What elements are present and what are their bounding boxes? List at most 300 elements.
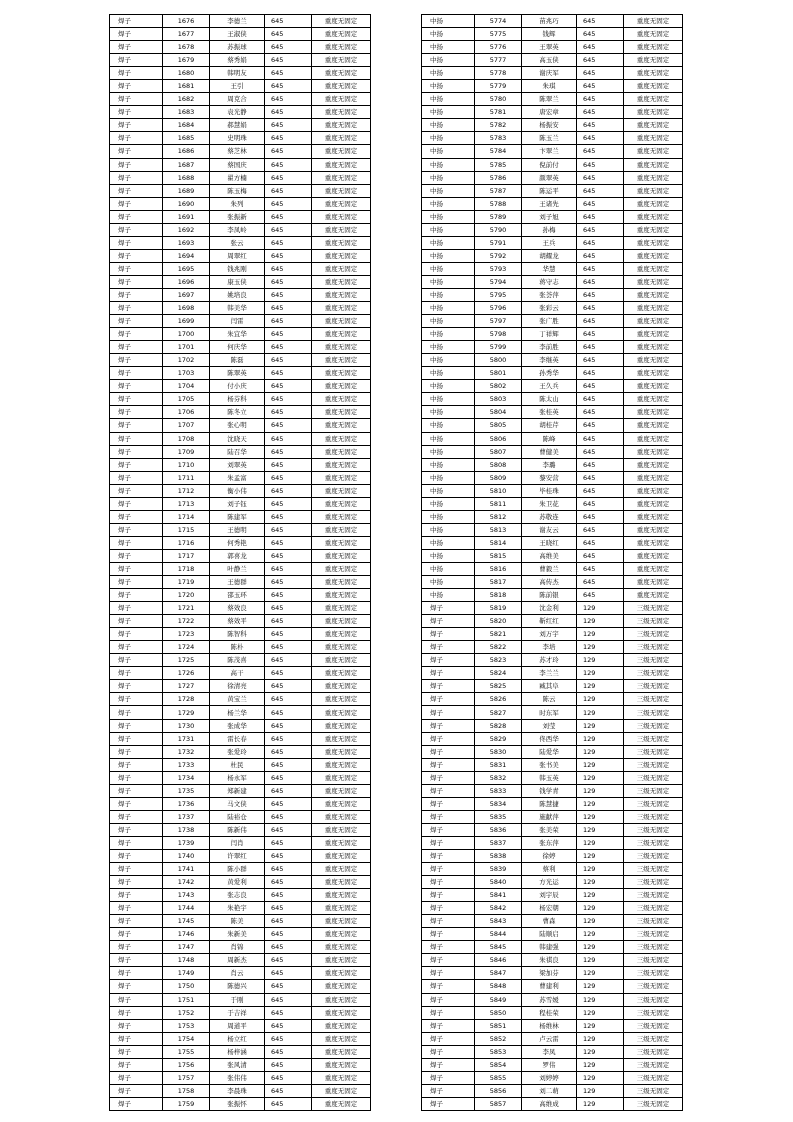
serial-number-cell: 5843 [475, 915, 522, 928]
category-cell: 重度无固定 [312, 54, 371, 67]
town-cell: 焊子 [110, 954, 163, 967]
table-row [422, 1045, 683, 1058]
name-cell: 程桂荣 [522, 1006, 577, 1019]
table-row [422, 315, 683, 328]
town-cell: 焊子 [110, 262, 163, 275]
table-row [110, 941, 371, 954]
town-cell: 中扬 [422, 497, 475, 510]
serial-number-cell: 5836 [475, 823, 522, 836]
table-row [110, 967, 371, 980]
amount-cell: 129 [577, 784, 624, 797]
amount-cell: 645 [577, 432, 624, 445]
category-cell: 重度无固定 [312, 419, 371, 432]
town-cell: 中扬 [422, 419, 475, 432]
serial-number-cell: 5834 [475, 797, 522, 810]
name-cell: 钱兆刚 [210, 262, 265, 275]
name-cell: 陈建军 [210, 510, 265, 523]
name-cell: 刘子旭 [522, 210, 577, 223]
category-cell: 重度无固定 [624, 275, 683, 288]
amount-cell: 129 [577, 941, 624, 954]
category-cell: 重度无固定 [624, 54, 683, 67]
town-cell: 焊子 [422, 993, 475, 1006]
name-cell: 黄宝兰 [210, 693, 265, 706]
table-row [110, 145, 371, 158]
amount-cell: 645 [577, 15, 624, 28]
amount-cell: 645 [577, 445, 624, 458]
serial-number-cell: 5831 [475, 758, 522, 771]
amount-cell: 129 [577, 1097, 624, 1110]
serial-number-cell: 1720 [163, 589, 210, 602]
serial-number-cell: 5814 [475, 536, 522, 549]
name-cell: 佟西华 [522, 732, 577, 745]
table-row [422, 576, 683, 589]
category-cell: 重度无固定 [312, 523, 371, 536]
serial-number-cell: 5844 [475, 928, 522, 941]
name-cell: 陈新伟 [210, 823, 265, 836]
town-cell: 焊子 [110, 471, 163, 484]
amount-cell: 645 [265, 628, 312, 641]
amount-cell: 645 [577, 80, 624, 93]
amount-cell: 645 [265, 654, 312, 667]
category-cell: 重度无固定 [312, 980, 371, 993]
serial-number-cell: 5787 [475, 184, 522, 197]
table-row [422, 915, 683, 928]
name-cell: 李凤岭 [210, 223, 265, 236]
name-cell: 陈磊 [210, 354, 265, 367]
category-cell: 重度无固定 [624, 106, 683, 119]
amount-cell: 645 [265, 706, 312, 719]
table-row [422, 15, 683, 28]
name-cell: 邵玉环 [210, 589, 265, 602]
category-cell: 三级无固定 [624, 732, 683, 745]
town-cell: 焊子 [422, 1084, 475, 1097]
amount-cell: 645 [265, 993, 312, 1006]
table-row [422, 393, 683, 406]
name-cell: 朱艳宇 [210, 902, 265, 915]
town-cell: 焊子 [110, 236, 163, 249]
table-row [422, 354, 683, 367]
name-cell: 高传杰 [522, 576, 577, 589]
serial-number-cell: 5782 [475, 119, 522, 132]
table-row [110, 393, 371, 406]
town-cell: 焊子 [110, 784, 163, 797]
table-row [422, 184, 683, 197]
serial-number-cell: 1699 [163, 315, 210, 328]
table-row [110, 576, 371, 589]
amount-cell: 645 [265, 928, 312, 941]
amount-cell: 645 [577, 562, 624, 575]
serial-number-cell: 1721 [163, 602, 210, 615]
name-cell: 周克合 [210, 93, 265, 106]
name-cell: 朱卫花 [522, 497, 577, 510]
name-cell: 刘莹 [522, 719, 577, 732]
amount-cell: 645 [577, 589, 624, 602]
table-row [110, 249, 371, 262]
town-cell: 焊子 [110, 419, 163, 432]
name-cell: 时东军 [522, 706, 577, 719]
table-row [422, 41, 683, 54]
serial-number-cell: 5775 [475, 28, 522, 41]
amount-cell: 645 [265, 902, 312, 915]
amount-cell: 645 [265, 615, 312, 628]
town-cell: 中扬 [422, 93, 475, 106]
town-cell: 焊子 [110, 249, 163, 262]
amount-cell: 645 [265, 732, 312, 745]
serial-number-cell: 5802 [475, 380, 522, 393]
table-row [110, 236, 371, 249]
category-cell: 重度无固定 [312, 797, 371, 810]
category-cell: 重度无固定 [312, 771, 371, 784]
town-cell: 中扬 [422, 589, 475, 602]
town-cell: 焊子 [422, 680, 475, 693]
table-row [422, 732, 683, 745]
amount-cell: 645 [265, 784, 312, 797]
town-cell: 焊子 [110, 810, 163, 823]
town-cell: 焊子 [110, 302, 163, 315]
town-cell: 焊子 [422, 706, 475, 719]
table-row [110, 497, 371, 510]
name-cell: 陈小群 [210, 863, 265, 876]
amount-cell: 129 [577, 1084, 624, 1097]
town-cell: 中扬 [422, 210, 475, 223]
name-cell: 杨芬科 [210, 393, 265, 406]
name-cell: 华慧 [522, 262, 577, 275]
category-cell: 重度无固定 [312, 758, 371, 771]
amount-cell: 129 [577, 797, 624, 810]
amount-cell: 645 [265, 210, 312, 223]
town-cell: 焊子 [422, 850, 475, 863]
town-cell: 焊子 [422, 902, 475, 915]
category-cell: 重度无固定 [312, 576, 371, 589]
serial-number-cell: 5839 [475, 863, 522, 876]
amount-cell: 645 [577, 145, 624, 158]
amount-cell: 645 [265, 810, 312, 823]
category-cell: 重度无固定 [312, 902, 371, 915]
amount-cell: 645 [577, 341, 624, 354]
town-cell: 焊子 [422, 693, 475, 706]
serial-number-cell: 5794 [475, 275, 522, 288]
town-cell: 焊子 [110, 823, 163, 836]
amount-cell: 645 [577, 367, 624, 380]
amount-cell: 645 [265, 876, 312, 889]
name-cell: 杨宏朝 [522, 902, 577, 915]
serial-number-cell: 5797 [475, 315, 522, 328]
table-row [422, 471, 683, 484]
amount-cell: 645 [577, 523, 624, 536]
table-row [110, 1032, 371, 1045]
category-cell: 重度无固定 [312, 106, 371, 119]
category-cell: 三级无固定 [624, 667, 683, 680]
serial-number-cell: 1735 [163, 784, 210, 797]
serial-number-cell: 1687 [163, 158, 210, 171]
table-row [110, 302, 371, 315]
serial-number-cell: 1757 [163, 1071, 210, 1084]
town-cell: 中扬 [422, 67, 475, 80]
serial-number-cell: 5816 [475, 562, 522, 575]
amount-cell: 645 [577, 419, 624, 432]
name-cell: 陆召华 [210, 445, 265, 458]
category-cell: 三级无固定 [624, 1071, 683, 1084]
category-cell: 重度无固定 [312, 249, 371, 262]
table-row [422, 836, 683, 849]
name-cell: 何秀艳 [210, 536, 265, 549]
town-cell: 焊子 [422, 784, 475, 797]
town-cell: 焊子 [110, 328, 163, 341]
name-cell: 张振新 [210, 210, 265, 223]
table-row [422, 67, 683, 80]
category-cell: 重度无固定 [312, 262, 371, 275]
serial-number-cell: 5853 [475, 1045, 522, 1058]
serial-number-cell: 5829 [475, 732, 522, 745]
category-cell: 重度无固定 [624, 471, 683, 484]
name-cell: 陈翠兰 [522, 93, 577, 106]
category-cell: 重度无固定 [624, 367, 683, 380]
town-cell: 中扬 [422, 262, 475, 275]
amount-cell: 645 [577, 28, 624, 41]
amount-cell: 645 [577, 497, 624, 510]
serial-number-cell: 5854 [475, 1058, 522, 1071]
serial-number-cell: 1705 [163, 393, 210, 406]
amount-cell: 645 [265, 693, 312, 706]
table-row [422, 771, 683, 784]
amount-cell: 645 [265, 367, 312, 380]
town-cell: 中扬 [422, 145, 475, 158]
town-cell: 焊子 [422, 823, 475, 836]
town-cell: 中扬 [422, 471, 475, 484]
serial-number-cell: 5789 [475, 210, 522, 223]
table-row [110, 445, 371, 458]
name-cell: 徐婷 [522, 850, 577, 863]
category-cell: 重度无固定 [624, 145, 683, 158]
table-row [422, 419, 683, 432]
serial-number-cell: 5783 [475, 132, 522, 145]
town-cell: 焊子 [422, 1045, 475, 1058]
category-cell: 重度无固定 [624, 288, 683, 301]
name-cell: 张东萍 [522, 836, 577, 849]
amount-cell: 645 [577, 380, 624, 393]
amount-cell: 645 [577, 536, 624, 549]
table-row [110, 54, 371, 67]
town-cell: 焊子 [110, 497, 163, 510]
town-cell: 焊子 [110, 1006, 163, 1019]
town-cell: 中扬 [422, 523, 475, 536]
name-cell: 马文侠 [210, 797, 265, 810]
category-cell: 三级无固定 [624, 693, 683, 706]
category-cell: 三级无固定 [624, 654, 683, 667]
table-row [110, 993, 371, 1006]
serial-number-cell: 5800 [475, 354, 522, 367]
table-row [422, 262, 683, 275]
category-cell: 三级无固定 [624, 889, 683, 902]
category-cell: 三级无固定 [624, 954, 683, 967]
category-cell: 重度无固定 [624, 41, 683, 54]
amount-cell: 645 [265, 602, 312, 615]
town-cell: 焊子 [110, 15, 163, 28]
name-cell: 陈玉梅 [210, 184, 265, 197]
category-cell: 重度无固定 [624, 80, 683, 93]
table-row [110, 784, 371, 797]
town-cell: 焊子 [422, 745, 475, 758]
serial-number-cell: 5846 [475, 954, 522, 967]
town-cell: 焊子 [110, 641, 163, 654]
table-row [422, 719, 683, 732]
table-row [422, 941, 683, 954]
table-row [422, 1058, 683, 1071]
town-cell: 焊子 [110, 119, 163, 132]
name-cell: 陈冬立 [210, 406, 265, 419]
town-cell: 焊子 [422, 876, 475, 889]
table-row [422, 641, 683, 654]
table-row [422, 680, 683, 693]
serial-number-cell: 5827 [475, 706, 522, 719]
table-row [110, 93, 371, 106]
name-cell: 刘子钰 [210, 497, 265, 510]
category-cell: 重度无固定 [312, 928, 371, 941]
name-cell: 李继英 [522, 354, 577, 367]
table-row [422, 602, 683, 615]
category-cell: 重度无固定 [624, 341, 683, 354]
name-cell: 颜翠英 [522, 171, 577, 184]
serial-number-cell: 1695 [163, 262, 210, 275]
name-cell: 陈云 [522, 693, 577, 706]
category-cell: 重度无固定 [312, 693, 371, 706]
table-row [110, 628, 371, 641]
amount-cell: 645 [265, 523, 312, 536]
category-cell: 重度无固定 [312, 1032, 371, 1045]
town-cell: 焊子 [422, 836, 475, 849]
name-cell: 朱孟富 [210, 471, 265, 484]
amount-cell: 129 [577, 654, 624, 667]
amount-cell: 645 [265, 406, 312, 419]
amount-cell: 645 [265, 1071, 312, 1084]
category-cell: 重度无固定 [312, 602, 371, 615]
amount-cell: 645 [265, 41, 312, 54]
serial-number-cell: 1726 [163, 667, 210, 680]
serial-number-cell: 1752 [163, 1006, 210, 1019]
table-row [422, 210, 683, 223]
town-cell: 焊子 [110, 341, 163, 354]
name-cell: 卢云雷 [522, 1032, 577, 1045]
serial-number-cell: 1727 [163, 680, 210, 693]
town-cell: 焊子 [110, 850, 163, 863]
name-cell: 沈金利 [522, 602, 577, 615]
table-row [422, 549, 683, 562]
name-cell: 陆裕仓 [210, 810, 265, 823]
table-row [422, 302, 683, 315]
name-cell: 周新杰 [210, 954, 265, 967]
table-row [422, 745, 683, 758]
town-cell: 焊子 [110, 719, 163, 732]
town-cell: 焊子 [422, 1071, 475, 1084]
amount-cell: 645 [577, 458, 624, 471]
category-cell: 重度无固定 [624, 15, 683, 28]
name-cell: 蔡效良 [210, 602, 265, 615]
serial-number-cell: 5779 [475, 80, 522, 93]
table-row [110, 1097, 371, 1110]
category-cell: 三级无固定 [624, 680, 683, 693]
name-cell: 雷长春 [210, 732, 265, 745]
category-cell: 三级无固定 [624, 784, 683, 797]
amount-cell: 645 [265, 915, 312, 928]
town-cell: 焊子 [110, 145, 163, 158]
category-cell: 重度无固定 [312, 458, 371, 471]
serial-number-cell: 1694 [163, 249, 210, 262]
table-row [422, 628, 683, 641]
town-cell: 中扬 [422, 315, 475, 328]
serial-number-cell: 1711 [163, 471, 210, 484]
amount-cell: 645 [577, 67, 624, 80]
category-cell: 三级无固定 [624, 1045, 683, 1058]
table-row [110, 275, 371, 288]
town-cell: 中扬 [422, 223, 475, 236]
serial-number-cell: 1748 [163, 954, 210, 967]
name-cell: 朱宜华 [210, 328, 265, 341]
town-cell: 焊子 [422, 615, 475, 628]
category-cell: 重度无固定 [624, 249, 683, 262]
serial-number-cell: 1691 [163, 210, 210, 223]
table-row [110, 850, 371, 863]
category-cell: 重度无固定 [312, 510, 371, 523]
table-row [110, 432, 371, 445]
category-cell: 重度无固定 [312, 549, 371, 562]
category-cell: 重度无固定 [312, 1097, 371, 1110]
table-row [422, 562, 683, 575]
table-row [422, 589, 683, 602]
town-cell: 焊子 [110, 680, 163, 693]
town-cell: 中扬 [422, 184, 475, 197]
category-cell: 重度无固定 [312, 1058, 371, 1071]
town-cell: 焊子 [110, 758, 163, 771]
category-cell: 重度无固定 [312, 941, 371, 954]
table-row [422, 106, 683, 119]
amount-cell: 645 [265, 80, 312, 93]
name-cell: 曹毅兰 [522, 562, 577, 575]
name-cell: 梁加芬 [522, 967, 577, 980]
amount-cell: 645 [265, 589, 312, 602]
amount-cell: 129 [577, 823, 624, 836]
town-cell: 中扬 [422, 106, 475, 119]
serial-number-cell: 5809 [475, 471, 522, 484]
name-cell: 陈智科 [210, 628, 265, 641]
table-row [110, 367, 371, 380]
name-cell: 于刚 [210, 993, 265, 1006]
name-cell: 靳红红 [522, 615, 577, 628]
category-cell: 重度无固定 [312, 367, 371, 380]
town-cell: 焊子 [110, 967, 163, 980]
serial-number-cell: 1742 [163, 876, 210, 889]
name-cell: 郑新建 [210, 784, 265, 797]
category-cell: 重度无固定 [312, 328, 371, 341]
amount-cell: 129 [577, 967, 624, 980]
amount-cell: 645 [577, 210, 624, 223]
category-cell: 重度无固定 [312, 1006, 371, 1019]
serial-number-cell: 1724 [163, 641, 210, 654]
name-cell: 叶静兰 [210, 562, 265, 575]
serial-number-cell: 5777 [475, 54, 522, 67]
serial-number-cell: 1683 [163, 106, 210, 119]
table-row [422, 1032, 683, 1045]
name-cell: 刘二萌 [522, 1084, 577, 1097]
table-row [422, 93, 683, 106]
table-row [110, 745, 371, 758]
amount-cell: 129 [577, 1045, 624, 1058]
name-cell: 谢庆军 [522, 67, 577, 80]
name-cell: 张广胜 [522, 315, 577, 328]
town-cell: 焊子 [110, 1097, 163, 1110]
category-cell: 重度无固定 [312, 28, 371, 41]
category-cell: 重度无固定 [624, 315, 683, 328]
amount-cell: 129 [577, 1032, 624, 1045]
